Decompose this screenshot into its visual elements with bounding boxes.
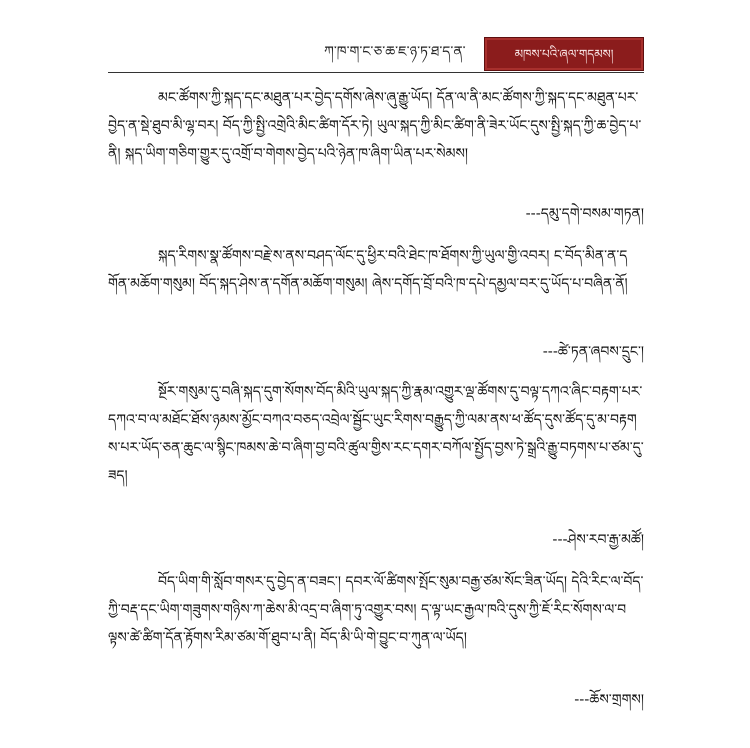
quote-text: མང་ཚོགས་ཀྱི་སྐད་དང་མཐུན་པར་བྱེད་དགོས་ཞེས་ཞུ་རྒྱུ་ཡོད། དོན་ལ་ནི་མང་ཚོགས་ཀྱི་སྐད་དང་མཐུན་པར་བྱེད་ན་སྡེ་ཐུབ་མི་ལྷ་བར། བོད་ཀྱི་སྤྱི་འགྲེའི་མིང་ཚིག་དོར་ཏེ། ཡུལ་སྐད་ཀྱི་མིང་ཚིག་ནི་ཟེར་ཡོང་དུས་སྤྱི་སྐད་ཀྱི་ཆ་བྱེད་པ་ནི། སྐད་ཡིག་གཅིག་གྱུར་དུ་འགྲོ་བ་གེགས་བྱེད་པའི་ཉེན་ཁ་ཞིག་ཡིན་པར་སེམས། xyxy=(108,90,642,162)
header-title-badge: མཁས་པའི་ཞལ་གདམས། xyxy=(484,37,644,71)
quote-author: ---ཆོས་གྲགས། xyxy=(574,692,644,708)
quote-author: ---ཤེས་རབ་རྒྱ་མཚོ། xyxy=(552,532,644,548)
quote-text: སྐད་རིགས་སྣ་ཚོགས་བརྗེ་ས་ནས་བཤད་ལོང་དུ་ཕྱིར་བའི་ཐེང་ཁ་ཐོགས་ཀྱི་ཡུལ་གྱི་འབར། ང་བོད་མིན་ན་དགོན་མཆོག་གསུམ། བོད་སྐད་ཤེས་ན་དགོན་མཆོག་གསུམ། ཞེས་དགོད་བྲོ་བའི་ཁ་དཔེ་དམྱལ་བར་དུ་ཡོད་པ་བཞིན་ནོ། xyxy=(108,248,628,292)
header-calligraphy: ཀ་ཁ་ག་ང་ཅ་ཆ་ཇ་ཉ་ཏ་ཐ་ད་ན་ xyxy=(324,44,466,60)
quote-author: ---དམུ་དགེ་བསམ་གཏན། xyxy=(525,206,644,222)
quote-text: སྔོར་གསུམ་དུ་བཞི་སྐད་དུག་སོགས་བོད་མིའི་ཡུལ་སྐད་ཀྱི་རྣམ་འགྱུར་ལྡ་ཚོགས་དུ་བལྟ་དཀའ་ཞིང་བརྟག་པར་དཀའ་བ་ལ་མཐོང་ཐོས་ཉམས་མྱོང་བཀའ་བཅད་འབྲེལ་སྦྱོང་ཡུང་རིགས་བརྒྱུད་ཀྱི་ལམ་ནས་ཕ་ཚོད་དུས་ཚོད་དུ་མ་བརྟགས་པར་ཡོད་ཅན་ཆུང་ལ་སྙིང་ཁམས་ཆེ་བ་ཞིག་བྱ་བའི་ཚུལ་གྱིས་རང་དགར་བཀོལ་སྤྱོད་བྱས་ཏེ་སྒྲའི་རྒྱུ་བཏགས་པ་ཙམ་དུ་ཟད། xyxy=(108,384,644,484)
quote-text: བོད་ཡིག་གི་སློབ་གསར་དུ་བྱེད་ན་བཟང་། དབར་ལོ་ཚིགས་སྤོང་སུམ་བརྒྱ་ཙམ་སོང་ཟིན་ཡོད། དེའི་རིང་ལ་བོད་ཀྱི་བརྡ་དང་ཡིག་གཟུགས་གཉིས་ཀ་ཆེས་མི་འདྲ་བ་ཞིག་ཏུ་འགྱུར་བས། ད་ལྟ་ཡང་རྒྱལ་ཁའི་དུས་ཀྱི་ཇོ་རིང་སོགས་ལ་བལྟས་ཚེ་ཚིག་དོན་རྟོགས་རིམ་ཙམ་གོ་ཐུབ་པ་ནི། བོད་མི་ཡི་གེ་བྱུང་བ་ཀུན་ལ་ཡོད། xyxy=(108,574,644,646)
quote-author: ---ཚེ་ཏན་ཞབས་དྲུང་། xyxy=(542,344,644,360)
